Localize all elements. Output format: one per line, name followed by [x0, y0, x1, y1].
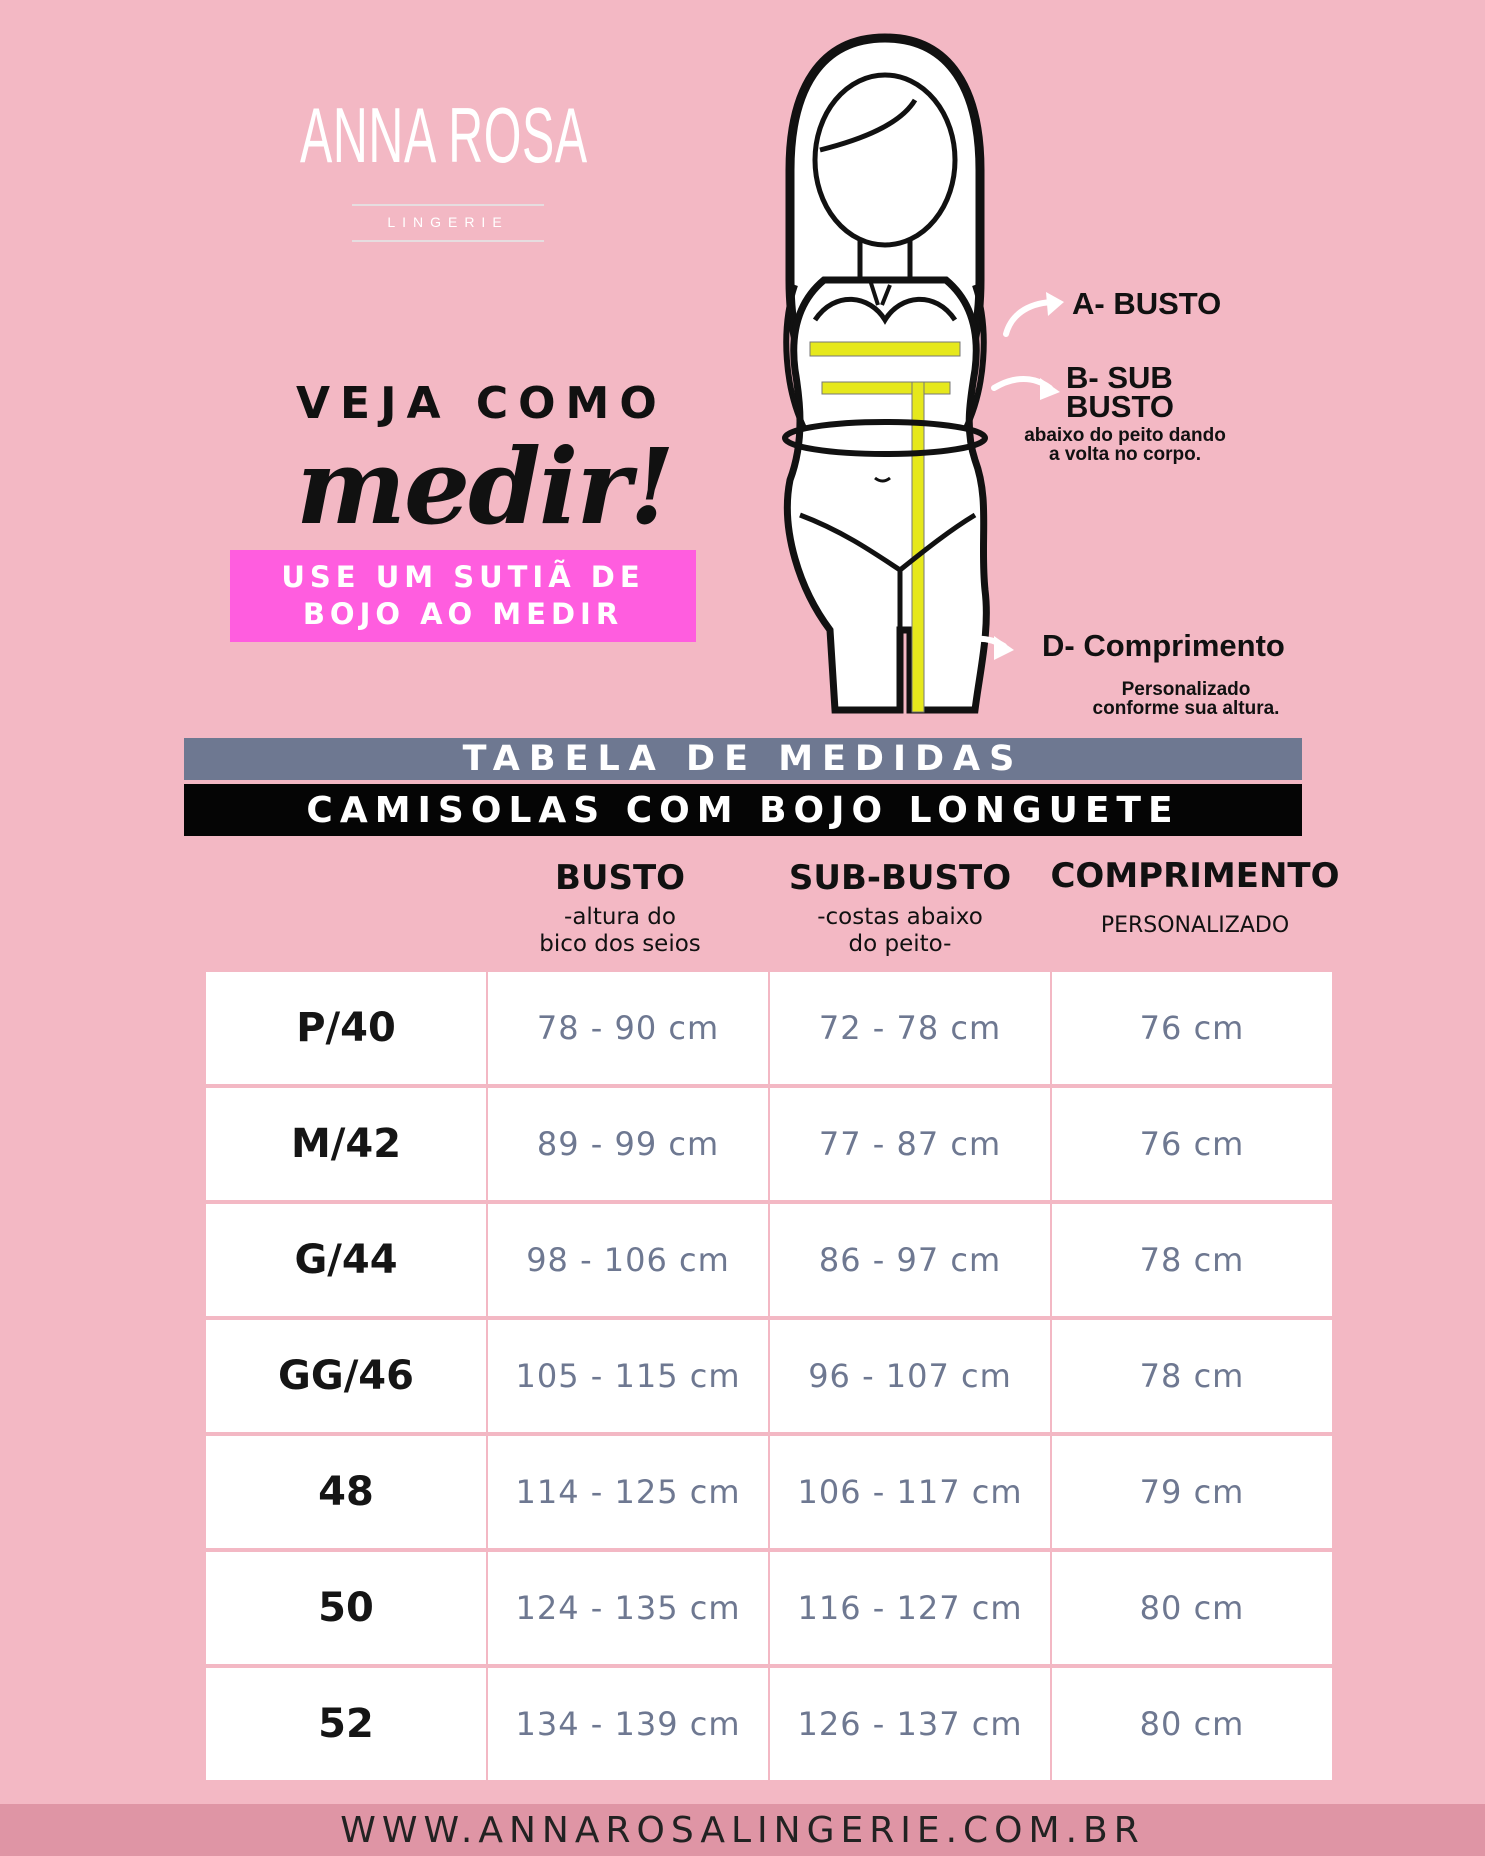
- table-cell-sub-busto: 116 - 127 cm: [770, 1552, 1050, 1664]
- size-table: [206, 972, 1332, 1780]
- table-cell-sub-busto: 77 - 87 cm: [770, 1088, 1050, 1200]
- table-cell-busto: 124 - 135 cm: [488, 1552, 768, 1664]
- busto-arrow-icon: [1000, 290, 1070, 340]
- table-subtitle-banner: CAMISOLAS COM BOJO LONGUETE: [184, 784, 1302, 836]
- table-cell-comprimento: 78 cm: [1052, 1204, 1332, 1316]
- body-measurement-figure: [760, 30, 1010, 720]
- table-cell-sub-busto: 126 - 137 cm: [770, 1668, 1050, 1780]
- table-cell-size: P/40: [206, 972, 486, 1084]
- brand-divider-bottom: [352, 240, 544, 242]
- brand-divider-top: [352, 204, 544, 206]
- table-cell-comprimento: 76 cm: [1052, 972, 1332, 1084]
- column-note-comprimento: PERSONALIZADO: [1100, 913, 1290, 938]
- table-cell-sub-busto: 106 - 117 cm: [770, 1436, 1050, 1548]
- annotation-busto: A- BUSTO: [1072, 286, 1222, 321]
- table-title-banner: TABELA DE MEDIDAS: [184, 738, 1302, 780]
- table-cell-size: G/44: [206, 1204, 486, 1316]
- tip-banner: [230, 550, 696, 642]
- table-cell-sub-busto: 72 - 78 cm: [770, 972, 1050, 1084]
- comprimento-arrow-icon: [944, 628, 1019, 668]
- table-cell-busto: 78 - 90 cm: [488, 972, 768, 1084]
- annotation-sub-busto-note: abaixo do peito dando a volta no corpo.: [1024, 425, 1226, 465]
- table-cell-busto: 98 - 106 cm: [488, 1204, 768, 1316]
- column-header-sub-busto: SUB-BUSTO: [788, 858, 1012, 898]
- brand-logo-name: ANNA ROSA: [300, 91, 588, 179]
- table-cell-size: M/42: [206, 1088, 486, 1200]
- table-cell-size: 48: [206, 1436, 486, 1548]
- table-cell-comprimento: 80 cm: [1052, 1668, 1332, 1780]
- headline-veja-como: VEJA COMO: [296, 378, 667, 429]
- table-cell-comprimento: 79 cm: [1052, 1436, 1332, 1548]
- table-cell-busto: 114 - 125 cm: [488, 1436, 768, 1548]
- table-cell-comprimento: 80 cm: [1052, 1552, 1332, 1664]
- table-cell-busto: 89 - 99 cm: [488, 1088, 768, 1200]
- table-cell-busto: 105 - 115 cm: [488, 1320, 768, 1432]
- column-header-comprimento: COMPRIMENTO: [1050, 856, 1340, 896]
- table-cell-size: GG/46: [206, 1320, 486, 1432]
- sub-busto-arrow-icon: [990, 368, 1065, 408]
- table-cell-busto: 134 - 139 cm: [488, 1668, 768, 1780]
- brand-logo-subtitle: LINGERIE: [387, 214, 509, 230]
- annotation-comprimento-note: Personalizado conforme sua altura.: [1092, 679, 1280, 719]
- table-cell-comprimento: 78 cm: [1052, 1320, 1332, 1432]
- annotation-comprimento: D- Comprimento: [1042, 628, 1285, 663]
- headline-medir: medir!: [296, 425, 673, 548]
- table-cell-size: 52: [206, 1668, 486, 1780]
- tip-text: USE UM SUTIÃ DE BOJO AO MEDIR: [281, 560, 645, 631]
- column-note-busto: -altura do bico dos seios: [539, 904, 701, 957]
- table-cell-size: 50: [206, 1552, 486, 1664]
- column-header-busto: BUSTO: [554, 858, 686, 898]
- table-cell-sub-busto: 86 - 97 cm: [770, 1204, 1050, 1316]
- table-cell-sub-busto: 96 - 107 cm: [770, 1320, 1050, 1432]
- annotation-sub-busto: B- SUB BUSTO: [1066, 360, 1174, 424]
- footer-url: WWW.ANNAROSALINGERIE.COM.BR: [0, 1804, 1485, 1856]
- column-note-sub-busto: -costas abaixo do peito-: [817, 904, 983, 957]
- table-cell-comprimento: 76 cm: [1052, 1088, 1332, 1200]
